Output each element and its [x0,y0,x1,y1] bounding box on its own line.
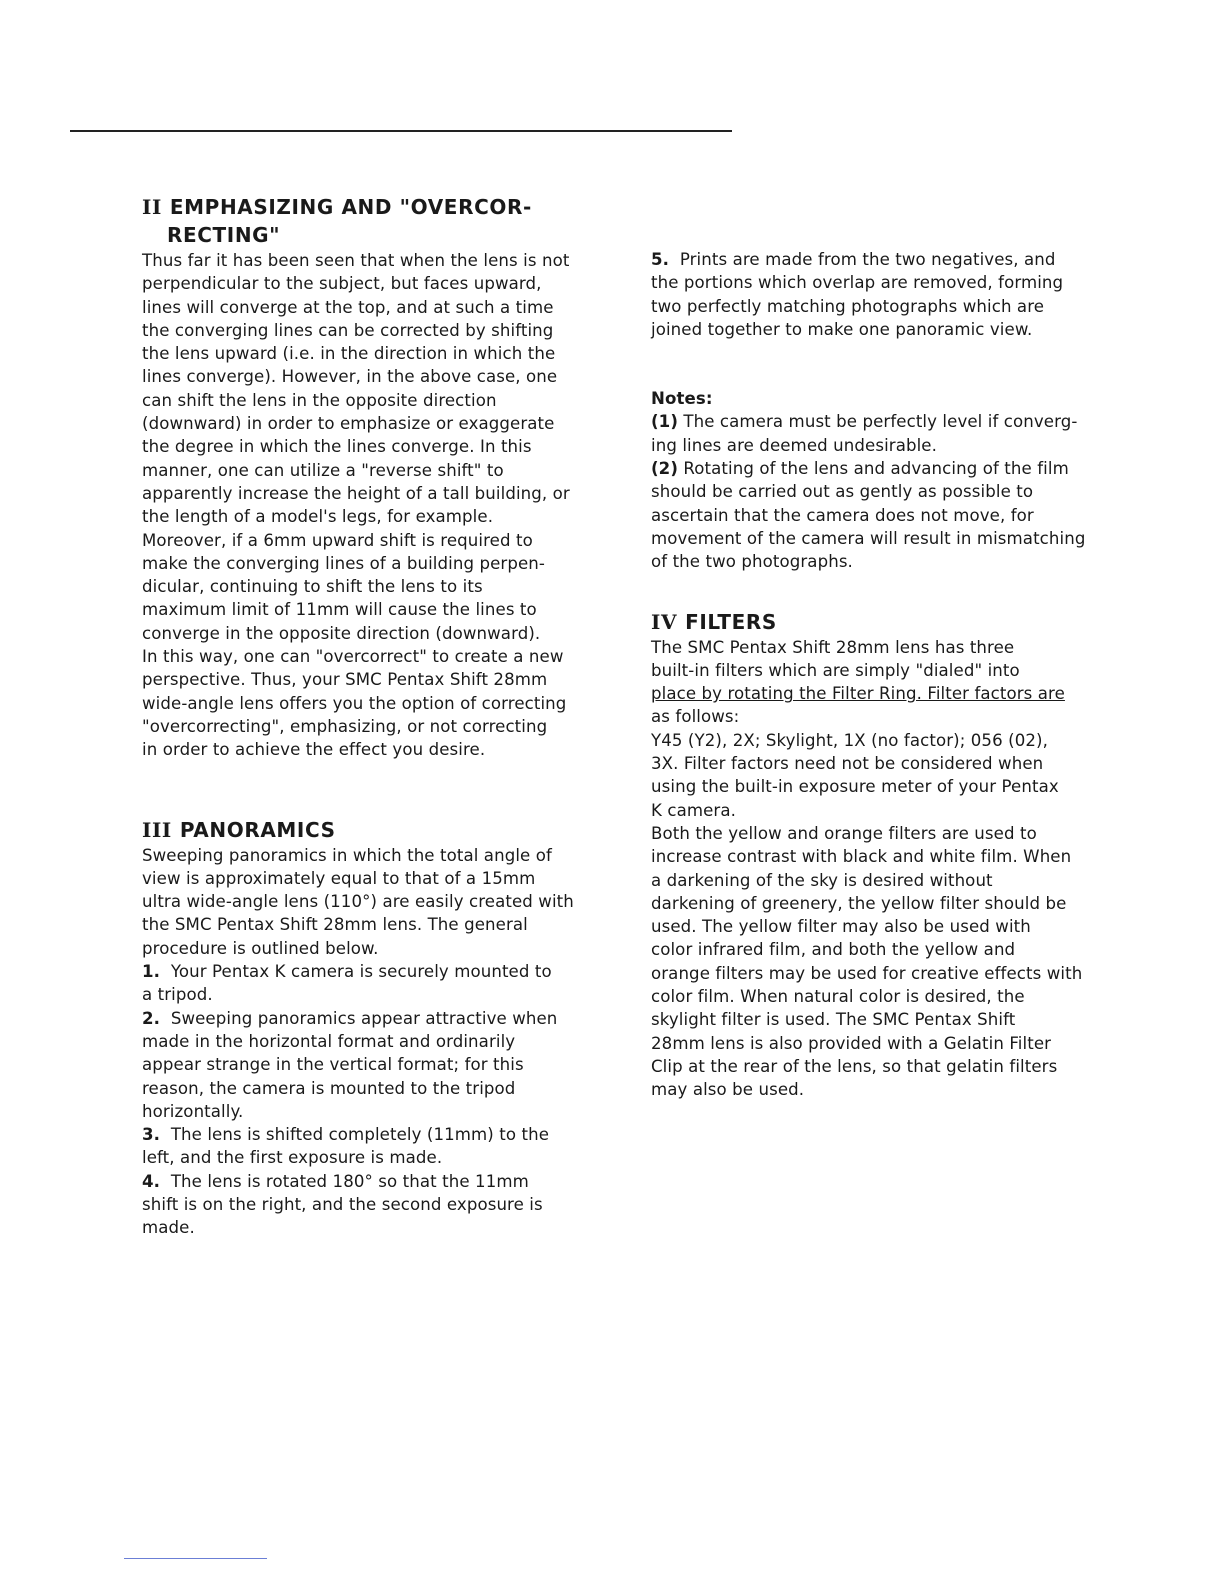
text-line: ascertain that the camera does not move, for [651,505,1034,525]
step-number: 5. [651,250,670,269]
text-line: joined together to make one panoramic view. [651,319,1033,339]
text-line: K camera. [651,800,736,820]
text-line: ultra wide-angle lens (110°) are easily created with [142,892,574,912]
text-line: made. [142,1218,195,1238]
bottom-rule [124,1558,267,1559]
step-number: 3. [142,1125,161,1145]
text-line: The SMC Pentax Shift 28mm lens has three [651,637,1015,657]
text-line: lines will converge at the top, and at such a time [142,297,554,317]
text-line: perpendicular to the subject, but faces upward, [142,274,542,294]
text-line: as follows: [651,707,740,727]
step-number: 4. [142,1171,161,1191]
text-line: the lens upward (i.e. in the direction in which the [142,344,556,364]
text-line: of the two photographs. [651,552,853,572]
text-line: horizontally. [142,1101,244,1121]
text-line: procedure is outlined below. [142,938,379,958]
note-number: (1) [651,412,679,432]
text-line: place by rotating the Filter Ring. Filter factors are [651,684,1065,704]
text-line: using the built-in exposure meter of your Pentax [651,777,1059,797]
text-line: reason, the camera is mounted to the tripod [142,1078,516,1098]
text-line: left, and the first exposure is made. [142,1148,443,1168]
note-number: (2) [651,459,679,479]
text-line: two perfectly matching photographs which are [651,296,1045,316]
left-column [142,193,614,1240]
section-4-body [651,636,1123,1102]
step-5 [651,248,1123,271]
step-number: 1. [142,962,161,982]
text-line: skylight filter is used. The SMC Pentax Shift [651,1010,1016,1030]
text-line: perspective. Thus, your SMC Pentax Shift 28mm [142,670,548,690]
text-line: dicular, continuing to shift the lens to its [142,577,483,597]
step-text: Prints are made from the two negatives, and [679,250,1056,269]
text-line: movement of the camera will result in mismatching [651,528,1086,548]
step-4 [142,1170,614,1193]
text-line: the portions which overlap are removed, forming [651,273,1064,293]
top-rule [70,130,732,132]
section-4-title: FILTERS [685,609,777,634]
step-1 [142,960,614,983]
text-line: should be carried out as gently as possible to [651,482,1034,502]
section-2-heading [142,193,614,249]
text-line: Thus far it has been seen that when the lens is not [142,251,570,270]
section-2-title-line-1: EMPHASIZING AND "OVERCOR- [169,195,532,219]
text-line: a darkening of the sky is desired without [651,870,993,890]
section-2-title-line-2: RECTING" [167,223,281,247]
text-line: Sweeping panoramics in which the total angle of [142,845,552,865]
step-number: 2. [142,1008,161,1028]
text-line: 3X. Filter factors need not be considered when [651,754,1044,774]
section-3-body [142,844,614,1240]
text-line: In this way, one can "overcorrect" to create a new [142,647,564,667]
section-2-body [142,249,614,762]
text-line: a tripod. [142,985,213,1005]
text-line: Y45 (Y2), 2X; Skylight, 1X (no factor); 056 (02), [651,730,1048,750]
step-text: The lens is rotated 180° so that the 11mm [170,1171,529,1191]
step-text: Sweeping panoramics appear attractive when [170,1008,558,1028]
section-3-title: PANORAMICS [179,817,336,842]
note-1 [651,410,1123,433]
text-line: maximum limit of 11mm will cause the lines to [142,600,537,620]
text-line: converge in the opposite direction (downward). [142,623,541,643]
step-text: Your Pentax K camera is securely mounted to [170,962,552,982]
step-3 [142,1123,614,1146]
section-2-numeral: II [142,195,162,219]
text-line: "overcorrecting", emphasizing, or not correcting [142,716,548,736]
notes-title: Notes: [651,389,713,409]
text-line: appear strange in the vertical format; for this [142,1055,524,1075]
text-line: ing lines are deemed undesirable. [651,435,937,455]
text-line: (downward) in order to emphasize or exaggerate [142,414,555,434]
text-line: view is approximately equal to that of a 15mm [142,868,536,888]
text-line: darkening of greenery, the yellow filter should be [651,893,1067,913]
text-line: the length of a model's legs, for example. [142,507,494,527]
text-line: can shift the lens in the opposite direction [142,390,497,410]
text-line: color infrared film, and both the yellow and [651,940,1016,960]
text-line: make the converging lines of a building perpen- [142,553,545,573]
text-line: lines converge). However, in the above case, one [142,367,558,387]
text-line: may also be used. [651,1080,805,1100]
text-line: 28mm lens is also provided with a Gelatin Filter [651,1033,1052,1053]
text-line: built-in filters which are simply "dialed" into [651,660,1020,680]
text-line: color film. When natural color is desired, the [651,987,1025,1007]
notes-block [651,387,1123,573]
text-line: increase contrast with black and white film. When [651,847,1072,867]
text-line: used. The yellow filter may also be used with [651,917,1031,937]
section-4-numeral: IV [651,609,678,634]
text-line: the converging lines can be corrected by shifting [142,320,554,340]
text-line: made in the horizontal format and ordinarily [142,1031,516,1051]
section-4-heading [651,608,1123,636]
step-text: The lens is shifted completely (11mm) to the [170,1125,550,1145]
step-5-block [651,248,1123,341]
note-text: The camera must be perfectly level if converg- [683,412,1078,432]
text-line: shift is on the right, and the second exposure is [142,1194,543,1214]
text-line: apparently increase the height of a tall building, or [142,483,570,503]
text-line: the SMC Pentax Shift 28mm lens. The general [142,915,528,935]
note-2 [651,457,1123,480]
text-line: Moreover, if a 6mm upward shift is required to [142,530,533,550]
text-line: orange filters may be used for creative effects with [651,963,1083,983]
step-2 [142,1007,614,1030]
right-column [651,248,1123,1102]
text-line: wide-angle lens offers you the option of correcting [142,693,567,713]
section-3-numeral: III [142,817,172,842]
section-3-heading [142,816,614,844]
text-line: Clip at the rear of the lens, so that gelatin filters [651,1056,1058,1076]
text-line: Both the yellow and orange filters are used to [651,823,1037,843]
text-line: the degree in which the lines converge. In this [142,437,532,457]
note-text: Rotating of the lens and advancing of the film [683,459,1069,479]
text-line: manner, one can utilize a "reverse shift" to [142,460,504,480]
text-line: in order to achieve the effect you desire. [142,740,486,760]
